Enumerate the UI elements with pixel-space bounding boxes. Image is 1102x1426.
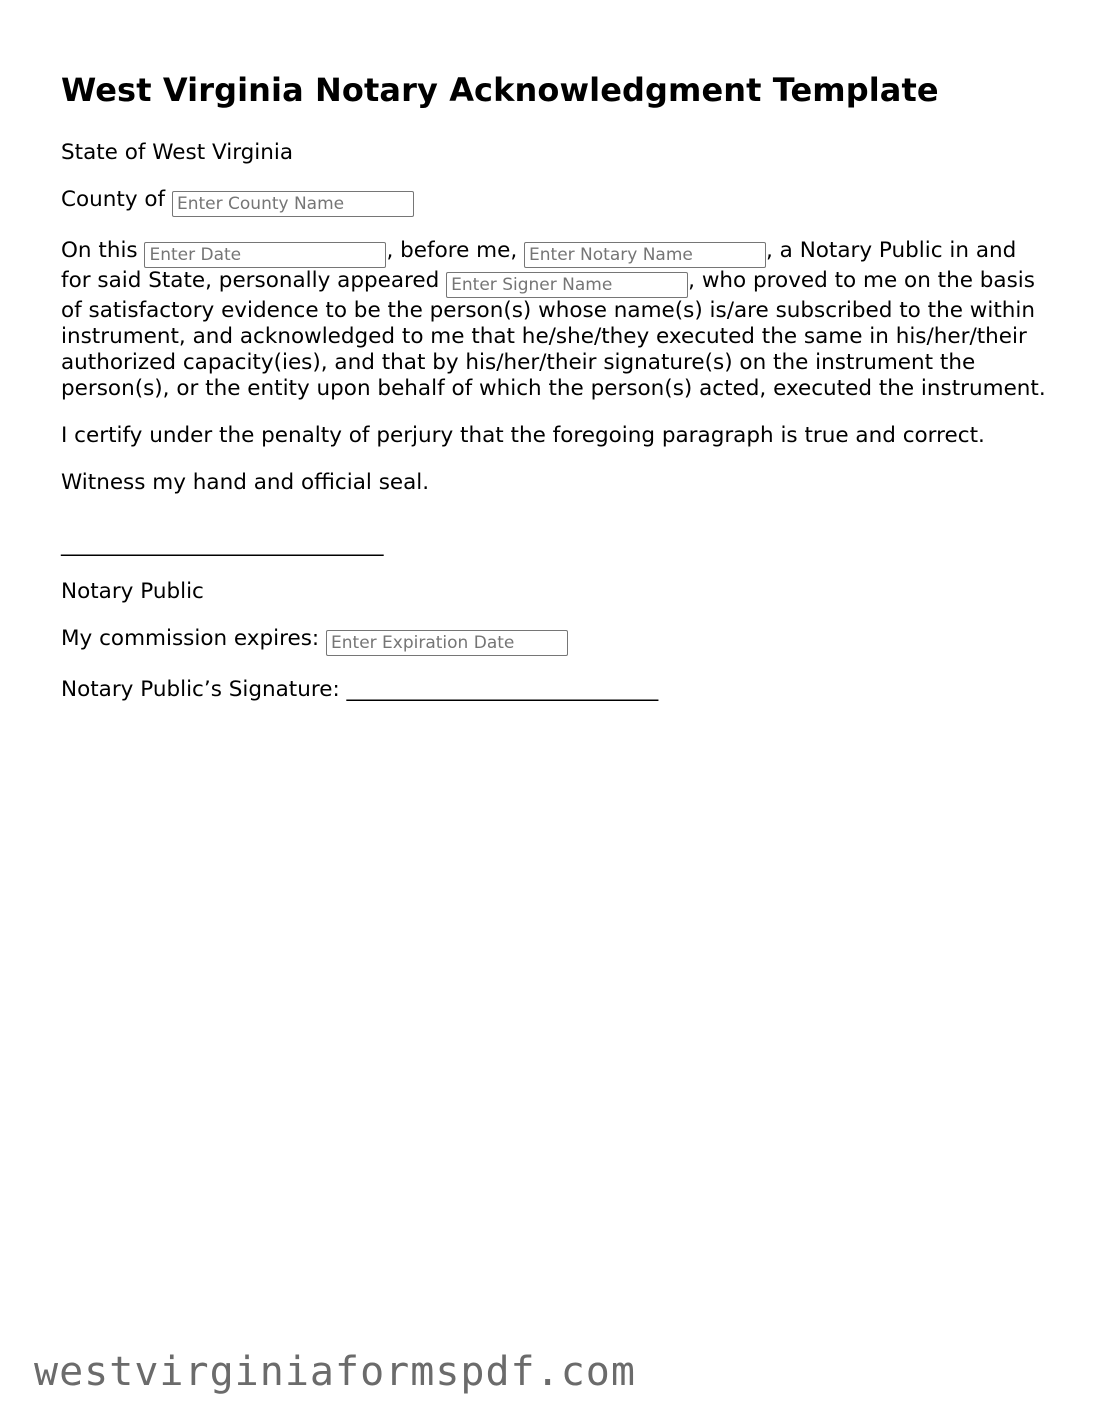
watermark: westvirginiaformspdf.com (34, 1349, 636, 1395)
acknowledgment-body: , who proved to me on the basis of satisfactory evidence to be the person(s) whose name(s) is/are subscribed to the within instrument, and acknowledged to me that he/she/they executed the same in his/her/their authorized capacity(ies), and that by his/her/their signature(s) on the instrument the person(s), or the entity upon behalf of which the person(s) acted, executed the instrument. (61, 268, 1046, 401)
notary-public-label: Notary Public (61, 579, 204, 604)
notary-name-input[interactable] (524, 242, 766, 268)
county-input[interactable] (172, 191, 414, 217)
notary-signature-label: Notary Public’s Signature: (61, 677, 340, 702)
acknowledgment-paragraph (61, 238, 1051, 402)
notary-signature-line (61, 677, 1051, 703)
notary-signature-blank: _____________________________ (346, 677, 659, 702)
on-this-text: On this (61, 238, 138, 263)
page-title: West Virginia Notary Acknowledgment Template (61, 71, 939, 109)
certification-statement: I certify under the penalty of perjury that the foregoing paragraph is true and correct. (61, 423, 985, 448)
expiration-date-input[interactable] (326, 630, 568, 656)
commission-label: My commission expires: (61, 626, 320, 651)
document-page (61, 70, 1051, 724)
county-line (61, 187, 1051, 217)
county-label: County of (61, 187, 166, 212)
state-line: State of West Virginia (61, 140, 294, 165)
witness-statement: Witness my hand and official seal. (61, 470, 430, 495)
date-input[interactable] (144, 242, 386, 268)
notary-public-text: , a Notary Public in and for said State, personally appeared (61, 238, 1017, 293)
signer-name-input[interactable] (446, 272, 688, 298)
commission-line (61, 626, 1051, 656)
before-me-text: , before me, (386, 238, 518, 263)
signature-line: ______________________________ (61, 532, 384, 557)
